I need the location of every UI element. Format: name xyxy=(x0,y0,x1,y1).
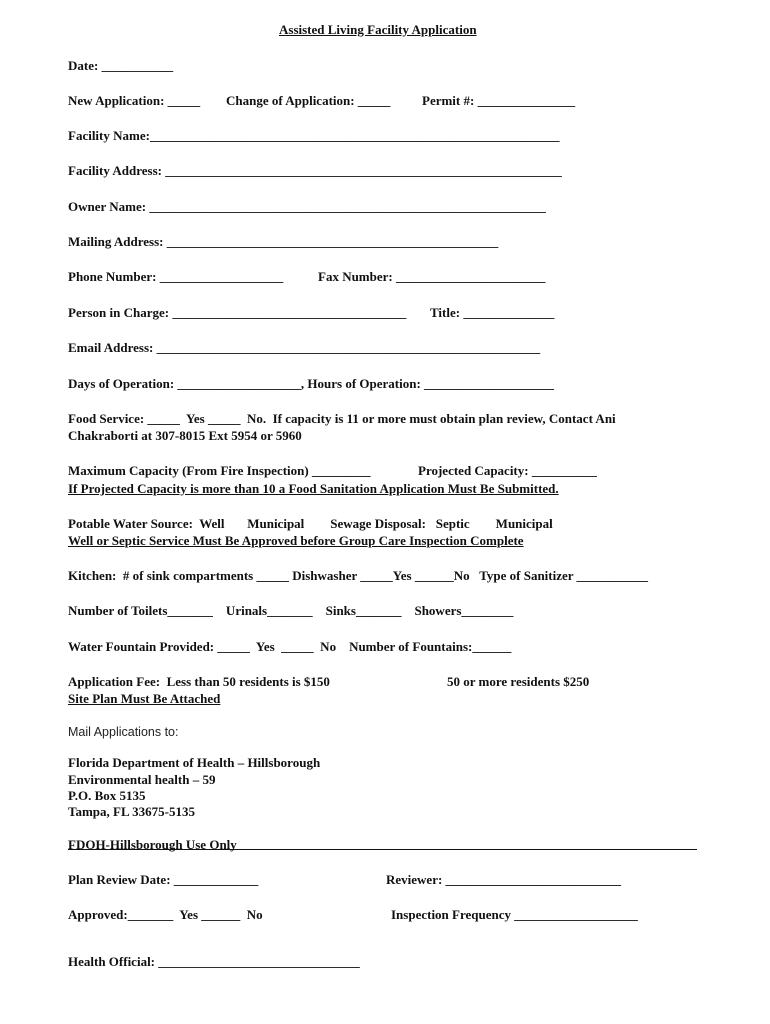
inspection-frequency-field[interactable]: Inspection Frequency ___________________ xyxy=(391,907,638,922)
title-field[interactable]: Title: ______________ xyxy=(430,305,555,320)
permit-number-field[interactable]: Permit #: _______________ xyxy=(422,93,576,108)
health-official-field[interactable]: Health Official: _______________________________ xyxy=(68,954,360,969)
form-title: Assisted Living Facility Application xyxy=(279,22,477,37)
capacity-note: If Projected Capacity is more than 10 a Food Sanitation Application Must Be Submitted. xyxy=(68,481,559,496)
facility-name-field[interactable]: Facility Name:_______________________________________________________________ xyxy=(68,128,560,143)
food-service-field[interactable]: Food Service: _____ Yes _____ No. If capacity is 11 or more must obtain plan review, Contact Ani xyxy=(68,411,616,426)
person-in-charge-field[interactable]: Person in Charge: ____________________________________ xyxy=(68,305,407,320)
reviewer-field[interactable]: Reviewer: ___________________________ xyxy=(386,872,622,887)
owner-name-field[interactable]: Owner Name: _____________________________________________________________ xyxy=(68,199,546,214)
water-fountain-field[interactable]: Water Fountain Provided: _____ Yes _____ No Number of Fountains:______ xyxy=(68,639,512,654)
water-sewage-note: Well or Septic Service Must Be Approved before Group Care Inspection Complete xyxy=(68,533,524,548)
application-fee-small: Application Fee: Less than 50 residents is $150 xyxy=(68,674,330,689)
food-service-contact: Chakraborti at 307-8015 Ext 5954 or 5960 xyxy=(68,428,302,443)
projected-capacity-field[interactable]: Projected Capacity: __________ xyxy=(418,463,597,478)
water-sewage-field[interactable]: Potable Water Source: Well Municipal Sewage Disposal: Septic Municipal xyxy=(68,516,553,531)
mail-to-label: Mail Applications to: xyxy=(68,725,179,739)
application-fee-large: 50 or more residents $250 xyxy=(447,674,590,689)
mail-address-line: Florida Department of Health – Hillsborough xyxy=(68,755,321,770)
email-address-field[interactable]: Email Address: ___________________________________________________________ xyxy=(68,340,541,355)
operation-hours-field[interactable]: Days of Operation: ___________________, Hours of Operation: ____________________ xyxy=(68,376,555,391)
mailing-address-field[interactable]: Mailing Address: ___________________________________________________ xyxy=(68,234,499,249)
facility-address-field[interactable]: Facility Address: _____________________________________________________________ xyxy=(68,163,562,178)
mail-address-line: P.O. Box 5135 xyxy=(68,788,146,803)
kitchen-field[interactable]: Kitchen: # of sink compartments _____ Dishwasher _____Yes ______No Type of Sanitizer ___________ xyxy=(68,568,649,583)
new-application-field[interactable]: New Application: _____ xyxy=(68,93,201,108)
maximum-capacity-field[interactable]: Maximum Capacity (From Fire Inspection) _________ xyxy=(68,463,371,478)
fax-number-field[interactable]: Fax Number: _______________________ xyxy=(318,269,546,284)
mail-address-line: Tampa, FL 33675-5135 xyxy=(68,804,196,819)
date-field[interactable]: Date: ___________ xyxy=(68,58,174,73)
office-use-divider xyxy=(68,849,697,850)
plan-review-date-field[interactable]: Plan Review Date: _____________ xyxy=(68,872,259,887)
approved-field[interactable]: Approved:_______ Yes ______ No xyxy=(68,907,263,922)
fixtures-field[interactable]: Number of Toilets_______ Urinals_______ Sinks_______ Showers________ xyxy=(68,603,514,618)
phone-number-field[interactable]: Phone Number: ___________________ xyxy=(68,269,284,284)
mail-address-line: Environmental health – 59 xyxy=(68,772,216,787)
office-use-header: FDOH-Hillsborough Use Only xyxy=(68,837,237,852)
site-plan-note: Site Plan Must Be Attached xyxy=(68,691,221,706)
change-of-application-field[interactable]: Change of Application: _____ xyxy=(226,93,391,108)
